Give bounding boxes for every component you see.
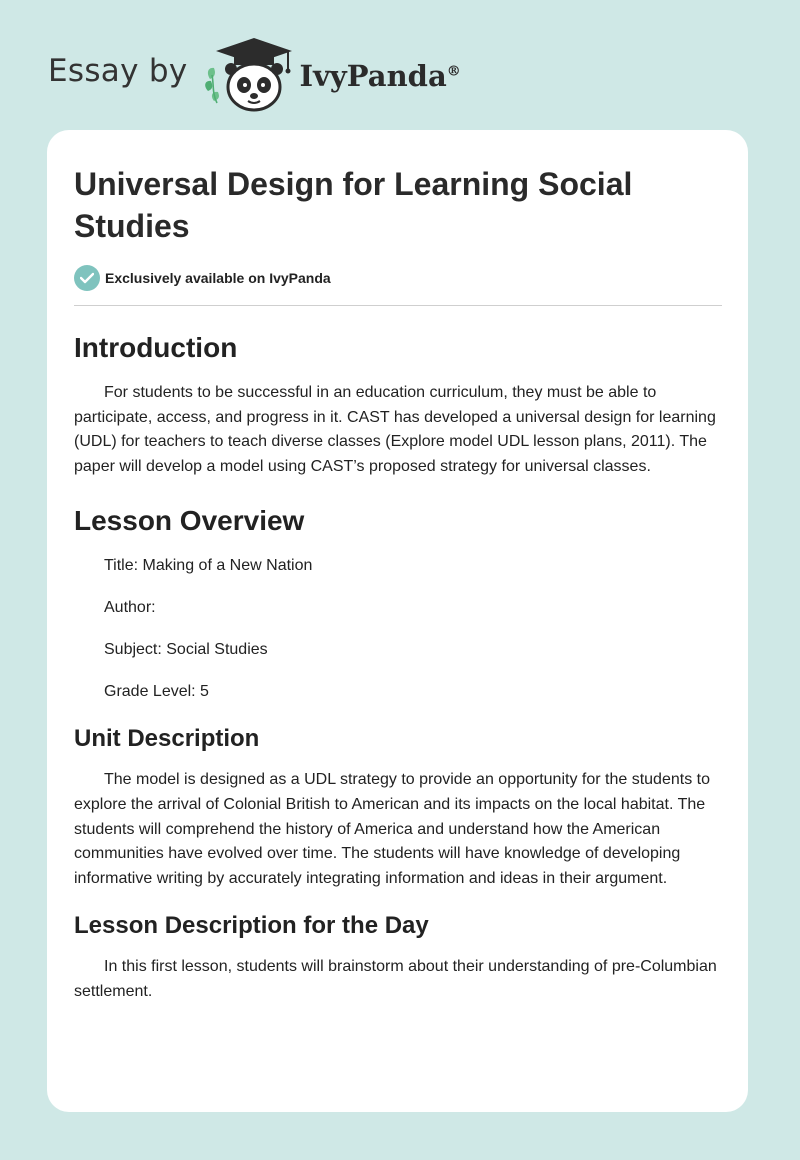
introduction-heading: Introduction	[74, 332, 238, 363]
introduction-paragraph: For students to be successful in an education curriculum, they must be able to participate, access, and progress in it. CAST has developed a universal design for learning (UDL) for teachers to teach diverse classes (Explore model UDL lesson plans, 2011). The paper will develop a model using CAST’s proposed strategy for universal classes.	[74, 384, 716, 475]
page-title: Universal Design for Learning Social Studies	[74, 166, 633, 244]
unit-description-heading: Unit Description	[74, 725, 260, 753]
lesson-day-paragraph: In this first lesson, students will brainstorm about their understanding of pre-Columbian settlement.	[74, 958, 717, 1000]
essay-by-label: Essay by	[48, 53, 188, 89]
lesson-overview-heading: Lesson Overview	[74, 505, 305, 537]
panda-logo-icon[interactable]	[204, 35, 296, 113]
site-header	[48, 34, 461, 114]
lesson-day-heading: Lesson Description for the Day	[74, 912, 429, 940]
essay-card	[47, 130, 748, 1112]
exclusive-badge	[74, 265, 722, 291]
overview-title-field: Title: Making of a New Nation	[104, 557, 313, 575]
divider	[74, 305, 722, 306]
check-icon	[74, 265, 100, 291]
registered-mark: ®	[446, 63, 461, 80]
overview-subject-field: Subject: Social Studies	[104, 641, 268, 659]
overview-grade-field: Grade Level: 5	[104, 683, 209, 701]
exclusive-label: Exclusively available on IvyPanda	[105, 270, 331, 286]
unit-description-paragraph: The model is designed as a UDL strategy to provide an opportunity for the students to explore the arrival of Colonial British to American and its impacts on the local habitat. The students will comprehend the history of America and understand how the American communities have evolved over time. The students will have knowledge of developing informative writing by accurately integrating information and ideas in their argument.	[74, 771, 710, 887]
overview-author-field: Author:	[104, 599, 156, 617]
brand-name[interactable]: IvyPanda®	[299, 59, 461, 93]
